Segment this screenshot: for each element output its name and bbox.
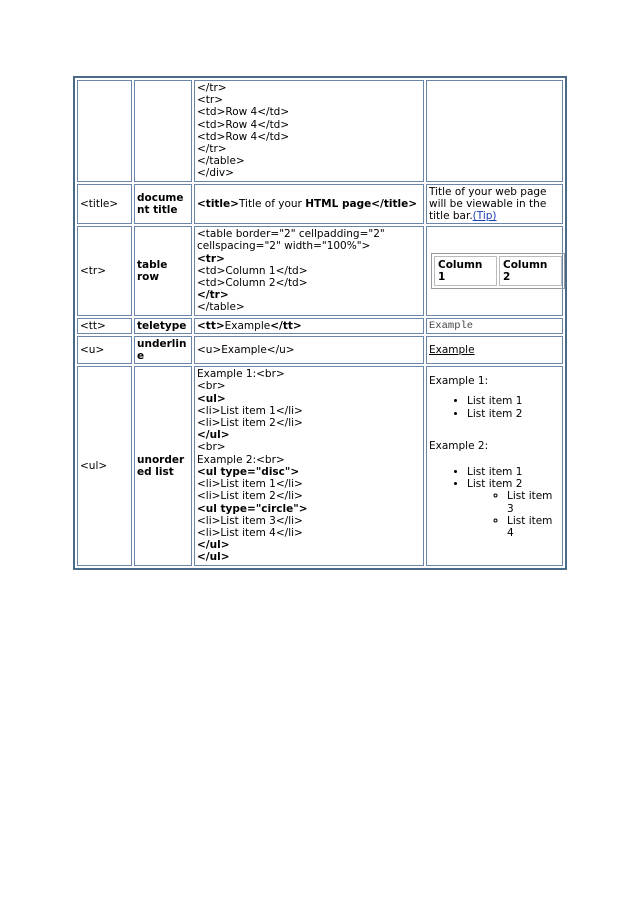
code-plain: Example bbox=[224, 319, 271, 332]
code-close: </tt> bbox=[270, 319, 302, 332]
code-line: <td>Row 4</td> bbox=[197, 118, 290, 131]
list-item: ◦ List item 3 bbox=[507, 490, 560, 514]
tag-cell: <u> bbox=[77, 336, 132, 364]
code-line: <td>Row 4</td> bbox=[197, 106, 290, 119]
underlined-example: Example bbox=[429, 343, 475, 356]
demo-row bbox=[434, 256, 562, 286]
list-item bbox=[467, 478, 560, 539]
code-line: <table border="2" cellpadding="2" bbox=[197, 228, 385, 241]
code-open: <tt> bbox=[197, 319, 225, 332]
list-item: • List item 1 bbox=[467, 395, 560, 407]
code-cell bbox=[194, 226, 424, 315]
code-line: <br> bbox=[197, 380, 226, 393]
code-cell bbox=[194, 184, 424, 225]
code-line: <br> bbox=[197, 441, 226, 454]
list-item: ◦ List item 4 bbox=[507, 515, 560, 539]
code-cell: <u>Example</u> bbox=[194, 336, 424, 364]
code-line: Example 1:<br> bbox=[197, 368, 285, 381]
code-line: Example 2:<br> bbox=[197, 453, 285, 466]
name-cell bbox=[134, 80, 192, 182]
code-line: <tr> bbox=[197, 252, 225, 265]
code-line: </table> bbox=[197, 155, 245, 168]
code-line: <td>Column 1</td> bbox=[197, 264, 308, 277]
table-row-u bbox=[77, 336, 563, 364]
example-cell bbox=[426, 226, 563, 315]
code-line: </div> bbox=[197, 167, 234, 180]
code-line: cellspacing="2" width="100%"> bbox=[197, 240, 371, 253]
document-page bbox=[73, 76, 567, 570]
tag-cell: <title> bbox=[77, 184, 132, 225]
code-line: <li>List item 1</li> bbox=[197, 404, 303, 417]
code-line: </tr> bbox=[197, 82, 227, 94]
code-line: <ul type="circle"> bbox=[197, 502, 308, 515]
demo-cell: Column 2 bbox=[499, 256, 562, 286]
code-open: <title> bbox=[197, 197, 239, 210]
code-line: <ul type="disc"> bbox=[197, 465, 300, 478]
code-bold: HTML page bbox=[305, 197, 372, 210]
nested-list bbox=[467, 490, 560, 539]
code-line: </ul> bbox=[197, 429, 230, 442]
example-cell bbox=[426, 184, 563, 225]
example-2-label: Example 2: bbox=[429, 439, 489, 452]
code-line: </ul> bbox=[197, 539, 230, 552]
table-row-ul bbox=[77, 366, 563, 565]
tag-cell: <tt> bbox=[77, 318, 132, 334]
code-cell bbox=[194, 80, 424, 182]
tag-cell: <ul> bbox=[77, 366, 132, 565]
example-2-list bbox=[429, 466, 560, 539]
code-line: <ul> bbox=[197, 392, 226, 405]
demo-table bbox=[431, 253, 565, 289]
html-tag-reference-table bbox=[73, 76, 567, 570]
name-cell: unordered list bbox=[134, 366, 192, 565]
table-row-tr bbox=[77, 226, 563, 315]
code-line: <li>List item 2</li> bbox=[197, 490, 303, 503]
name-cell: underline bbox=[134, 336, 192, 364]
code-line: <li>List item 3</li> bbox=[197, 514, 303, 527]
example-cell bbox=[426, 366, 563, 565]
table-row-title bbox=[77, 184, 563, 225]
code-close: </title> bbox=[371, 197, 417, 210]
name-cell: table row bbox=[134, 226, 192, 315]
name-cell: teletype bbox=[134, 318, 192, 334]
code-line: </tr> bbox=[197, 143, 227, 156]
table-row bbox=[77, 80, 563, 182]
code-line: <tr> bbox=[197, 94, 224, 107]
example-cell bbox=[426, 80, 563, 182]
tag-cell: <tr> bbox=[77, 226, 132, 315]
example-cell: Example bbox=[426, 318, 563, 334]
code-cell bbox=[194, 366, 424, 565]
example-1-label: Example 1: bbox=[429, 375, 489, 388]
list-item: • List item 2 bbox=[467, 408, 560, 420]
tip-link[interactable]: (Tip) bbox=[472, 210, 497, 223]
code-line: <li>List item 1</li> bbox=[197, 478, 303, 491]
list-item-text: List item 2 bbox=[467, 478, 523, 491]
code-line: <li>List item 2</li> bbox=[197, 417, 303, 430]
list-item: • List item 1 bbox=[467, 466, 560, 478]
code-line: <li>List item 4</li> bbox=[197, 526, 303, 539]
code-line: <td>Row 4</td> bbox=[197, 130, 290, 143]
code-line: </table> bbox=[197, 301, 245, 314]
description-text: Title of your web page will be viewable in the title bar. bbox=[429, 185, 547, 223]
demo-cell: Column 1 bbox=[434, 256, 497, 286]
name-cell: document title bbox=[134, 184, 192, 225]
code-cell bbox=[194, 318, 424, 334]
tag-cell bbox=[77, 80, 132, 182]
table-row-tt bbox=[77, 318, 563, 334]
code-line: </tr> bbox=[197, 289, 229, 302]
example-1-list bbox=[429, 395, 560, 419]
example-cell bbox=[426, 336, 563, 364]
code-line: <td>Column 2</td> bbox=[197, 277, 308, 290]
code-plain: Title of your bbox=[238, 197, 306, 210]
code-line: </ul> bbox=[197, 551, 230, 564]
